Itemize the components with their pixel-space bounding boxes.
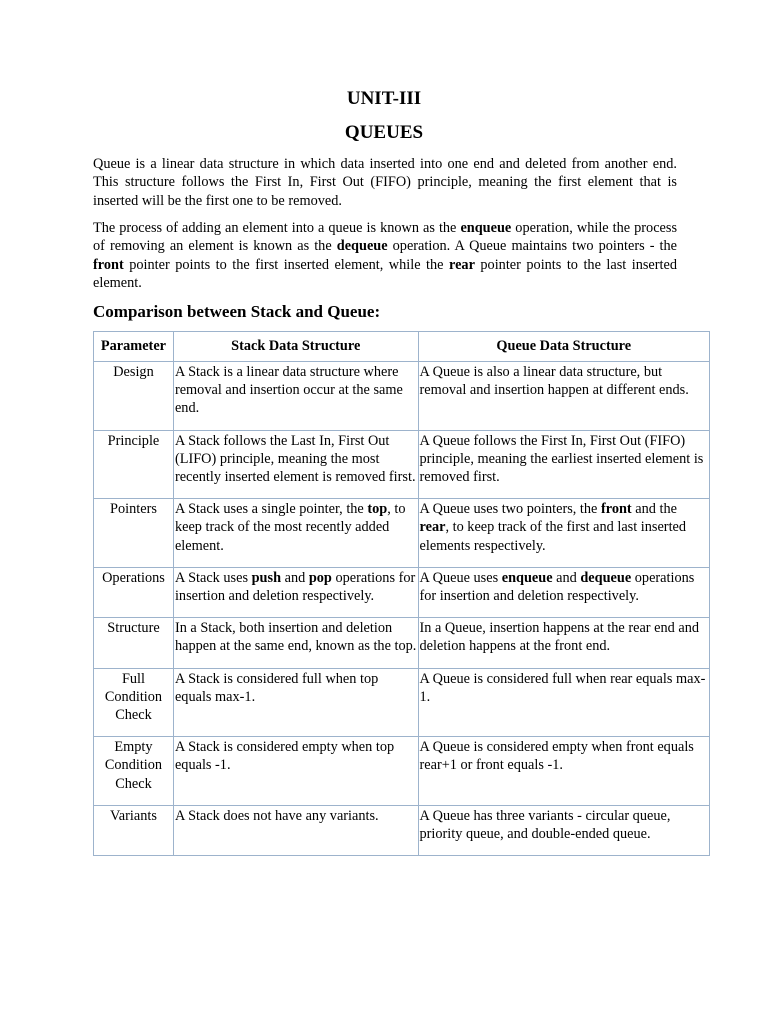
bold-term: push	[251, 569, 282, 586]
stack-cell	[173, 668, 418, 737]
parameter-cell: Design	[94, 362, 174, 431]
text-run: , to keep track of the first and last inserted elements respectively.	[419, 519, 687, 554]
text-run: operation. A Queue maintains two pointers - the	[387, 238, 678, 255]
bold-term: dequeue	[580, 569, 632, 586]
bold-term: enqueue	[460, 220, 512, 236]
header-stack: Stack Data Structure	[173, 332, 418, 362]
stack-cell	[173, 805, 418, 855]
text-run: A Queue is considered empty when front equals rear+1 or front equals -1.	[419, 739, 694, 774]
stack-cell	[173, 362, 418, 431]
text-run: operations for insertion and deletion respectively.	[174, 569, 416, 605]
queue-cell	[418, 567, 709, 617]
text-run: pointer points to the first inserted element, while the	[123, 256, 449, 273]
text-run: A Stack does not have any variants.	[174, 807, 379, 824]
bold-term: dequeue	[336, 238, 388, 255]
table-row	[94, 618, 710, 668]
text-run: Queue is a linear data structure in which data inserted into one end and deleted from another end. This structure follows the First In, First Out (FIFO) principle, meaning the first element that is inserted will be the first one to be removed.	[93, 156, 677, 209]
queue-cell	[418, 499, 709, 568]
stack-cell	[173, 430, 418, 499]
bold-term: rear	[419, 519, 446, 536]
table-row	[94, 567, 710, 617]
table-row	[94, 737, 710, 806]
parameter-cell: Structure	[94, 618, 174, 668]
table-header-row	[94, 332, 710, 362]
text-run: A Stack is a linear data structure where removal and insertion occur at the same end.	[174, 364, 403, 417]
text-run: A Queue is also a linear data structure, but removal and insertion happen at different ends.	[419, 364, 689, 399]
text-run: A Queue follows the First In, First Out (FIFO) principle, meaning the earliest inserted element is removed first.	[419, 432, 704, 486]
queue-cell	[418, 805, 709, 855]
parameter-cell: Principle	[94, 430, 174, 499]
bold-term: enqueue	[501, 569, 553, 586]
header-parameter: Parameter	[94, 332, 174, 362]
text-run: A Queue uses two pointers, the	[419, 501, 601, 518]
text-run: pointer points to the last inserted element.	[93, 256, 677, 291]
operations-paragraph	[93, 219, 677, 292]
text-run: and	[281, 569, 309, 586]
table-row	[94, 805, 710, 855]
unit-title: UNIT-III	[346, 88, 422, 109]
bold-term: pop	[308, 569, 332, 586]
parameter-cell: Variants	[94, 805, 174, 855]
queue-cell	[418, 618, 709, 668]
stack-cell	[173, 499, 418, 568]
comparison-table	[93, 331, 710, 856]
text-run: operations for insertion and deletion respectively.	[419, 569, 695, 605]
text-run: A Stack is considered empty when top equals -1.	[174, 739, 395, 774]
text-run: A Queue is considered full when rear equals max-1.	[419, 670, 706, 705]
header-queue: Queue Data Structure	[418, 332, 709, 362]
table-row	[94, 362, 710, 431]
table-body	[94, 362, 710, 856]
text-run: A Queue has three variants - circular queue, priority queue, and double-ended queue.	[419, 807, 671, 843]
queue-cell	[418, 737, 709, 806]
topic-title: QUEUES	[344, 122, 424, 143]
parameter-cell: Empty Condition Check	[94, 737, 174, 806]
bold-term: front	[600, 501, 632, 518]
text-run: , to keep track of the most recently added element.	[174, 501, 406, 554]
text-run: operation, while the process of removing an element is known as the	[93, 220, 678, 255]
table-row	[94, 668, 710, 737]
intro-paragraph	[93, 155, 677, 210]
table-row	[94, 430, 710, 499]
text-run: A Stack uses	[174, 569, 252, 586]
text-run: and	[552, 569, 581, 586]
parameter-cell: Operations	[94, 567, 174, 617]
bold-term: front	[93, 256, 124, 273]
stack-cell	[173, 618, 418, 668]
text-run: A Stack is considered full when top equals max-1.	[174, 670, 379, 705]
queue-cell	[418, 668, 709, 737]
bold-term: rear	[448, 256, 475, 273]
text-run: A Stack uses a single pointer, the	[174, 501, 368, 518]
stack-cell	[173, 567, 418, 617]
table-row	[94, 499, 710, 568]
queue-cell	[418, 430, 709, 499]
text-run: In a Queue, insertion happens at the rear end and deletion happens at the front end.	[419, 620, 699, 655]
bold-term: top	[367, 501, 388, 518]
text-run: In a Stack, both insertion and deletion happen at the same end, known as the top.	[174, 620, 417, 655]
queue-cell	[418, 362, 709, 431]
text-run: A Stack follows the Last In, First Out (LIFO) principle, meaning the most recently inserted element is removed first.	[174, 432, 416, 486]
parameter-cell: Pointers	[94, 499, 174, 568]
parameter-cell: Full Condition Check	[94, 668, 174, 737]
text-run: and the	[631, 501, 677, 518]
stack-cell	[173, 737, 418, 806]
comparison-heading: Comparison between Stack and Queue:	[93, 302, 381, 321]
text-run: A Queue uses	[419, 569, 502, 586]
text-run: The process of adding an element into a queue is known as the	[93, 220, 461, 236]
